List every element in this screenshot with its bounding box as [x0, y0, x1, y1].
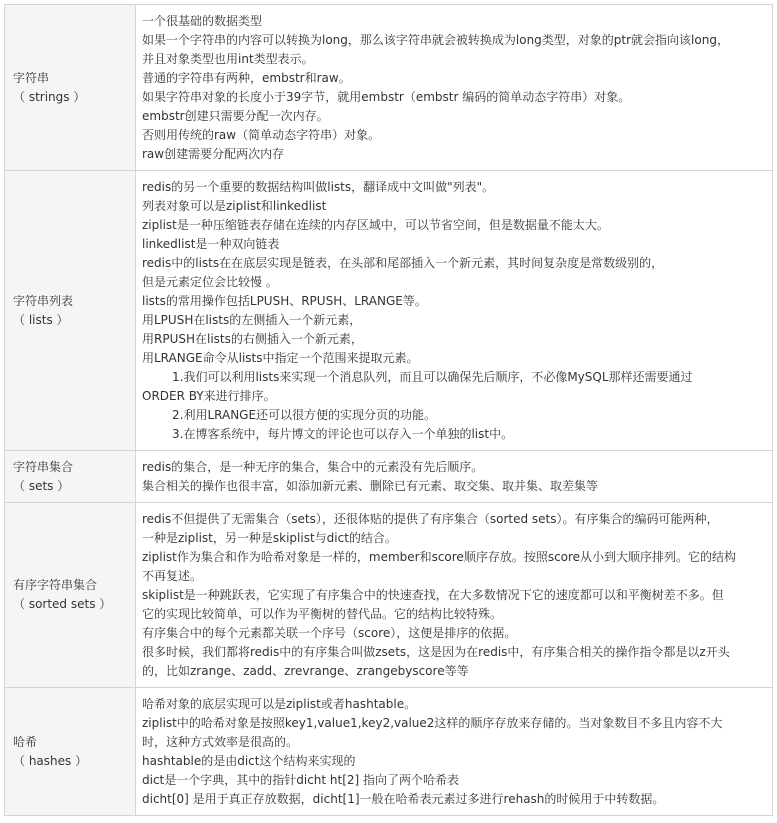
description-line: 不再复述。 — [142, 568, 203, 583]
description-line: redis中的lists在在底层实现是链表，在头部和尾部插入一个新元素，其时间复杂度是常数级别的， — [142, 255, 664, 270]
type-name: 哈希 — [13, 734, 38, 749]
description-line: redis不但提供了无需集合（sets），还很体贴的提供了有序集合（sorted sets）。有序集合的编码可能两种， — [142, 511, 719, 526]
description-cell — [136, 688, 773, 816]
description-line: 普通的字符串有两种，embstr和raw。 — [142, 70, 351, 85]
table-row — [5, 688, 773, 816]
description-cell — [136, 171, 773, 451]
description-line: 用LRANGE命令从lists中指定一个范围来提取元素。 — [142, 350, 419, 365]
type-cell — [5, 688, 136, 816]
table-row — [5, 5, 773, 171]
description-line: redis的另一个重要的数据结构叫做lists，翻译成中文叫做"列表"。 — [142, 179, 495, 194]
description-line: raw创建需要分配两次内存 — [142, 146, 285, 161]
type-cell — [5, 5, 136, 171]
type-en-name: （ strings ） — [13, 89, 86, 104]
description-line: 有序集合中的每个元素都关联一个序号（score），这便是排序的依据。 — [142, 625, 517, 640]
type-name: 有序字符串集合 — [13, 578, 98, 592]
description-line: skiplist是一种跳跃表，它实现了有序集合中的快速查找，在大多数情况下它的速度都可以和平衡树差不多。但 — [142, 587, 724, 602]
table-row — [5, 451, 773, 503]
type-en-name: （ lists ） — [13, 312, 69, 327]
description-line: lists的常用操作包括LPUSH、RPUSH、LRANGE等。 — [142, 293, 427, 308]
redis-types-table — [4, 4, 773, 816]
description-line: 集合相关的操作也很丰富，如添加新元素、删除已有元素、取交集、取并集、取差集等 — [142, 478, 599, 493]
description-line: 哈希对象的底层实现可以是ziplist或者hashtable。 — [142, 696, 417, 711]
description-line: hashtable的是由dict这个结构来实现的 — [142, 753, 356, 768]
description-line: ziplist作为集合和作为哈希对象是一样的，member和score顺序存放。按照score从小到大顺序排列。它的结构 — [142, 549, 737, 564]
type-en-name: （ sets ） — [13, 478, 70, 493]
description-line: linkedlist是一种双向链表 — [142, 236, 280, 251]
description-line: 用LPUSH在lists的左侧插入一个新元素， — [142, 312, 362, 327]
description-line: 3.在博客系统中，每片博文的评论也可以存入一个单独的list中。 — [172, 426, 514, 441]
description-line: 很多时候，我们都将redis中的有序集合叫做zsets，这是因为在redis中，有序集合相关的操作指令都是以z开头 — [142, 644, 730, 659]
description-line: dict是一个字典，其中的指针dicht ht[2] 指向了两个哈希表 — [142, 772, 460, 787]
description-line: 列表对象可以是ziplist和linkedlist — [142, 198, 327, 213]
table-row — [5, 171, 773, 451]
description-line: 时，这种方式效率是很高的。 — [142, 734, 299, 749]
description-line: 的，比如zrange、zadd、zrevrange、zrangebyscore等等 — [142, 663, 469, 678]
type-name: 字符串集合 — [13, 459, 74, 474]
description-cell — [136, 5, 773, 171]
description-line: 2.利用LRANGE还可以很方便的实现分页的功能。 — [172, 407, 437, 422]
type-cell — [5, 503, 136, 688]
type-name: 字符串 — [13, 70, 50, 85]
description-line: 1.我们可以利用lists来实现一个消息队列，而且可以确保先后顺序，不必像MySQL那样还需要通过 — [172, 369, 693, 384]
table-row — [5, 503, 773, 688]
description-cell — [136, 503, 773, 688]
description-line: 它的实现比较简单，可以作为平衡树的替代品。它的结构比较特殊。 — [142, 606, 503, 621]
description-line: 否则用传统的raw（简单动态字符串）对象。 — [142, 127, 381, 142]
description-line: redis的集合，是一种无序的集合，集合中的元素没有先后顺序。 — [142, 459, 484, 474]
description-line: dicht[0] 是用于真正存放数据，dicht[1]一般在哈希表元素过多进行rehash的时候用于中转数据。 — [142, 791, 665, 806]
description-line: ziplist是一种压缩链表存储在连续的内存区域中，可以节省空间，但是数据量不能太大。 — [142, 217, 609, 232]
description-line: embstr创建只需要分配一次内存。 — [142, 108, 329, 123]
description-line: 如果一个字符串的内容可以转换为long，那么该字符串就会被转换成为long类型，对象的ptr就会指向该long， — [142, 32, 729, 47]
description-cell — [136, 451, 773, 503]
type-en-name: （ sorted sets ） — [13, 597, 112, 611]
description-line: ziplist中的哈希对象是按照key1,value1,key2,value2这样的顺序存放来存储的。当对象数目不多且内容不大 — [142, 715, 723, 730]
description-line: 如果字符串对象的长度小于39字节，就用embstr（embstr 编码的简单动态字符串）对象。 — [142, 89, 631, 104]
description-line: 一种是ziplist，另一种是skiplist与dict的结合。 — [142, 530, 397, 545]
type-cell — [5, 451, 136, 503]
description-line: 并且对象类型也用int类型表示。 — [142, 51, 314, 66]
description-line: 但是元素定位会比较慢 。 — [142, 274, 278, 289]
description-line: 用RPUSH在lists的右侧插入一个新元素， — [142, 331, 363, 346]
description-line: 一个很基础的数据类型 — [142, 13, 263, 28]
type-cell — [5, 171, 136, 451]
description-line: ORDER BY来进行排序。 — [142, 388, 276, 403]
type-name: 字符串列表 — [13, 293, 74, 308]
type-en-name: （ hashes ） — [13, 753, 88, 768]
